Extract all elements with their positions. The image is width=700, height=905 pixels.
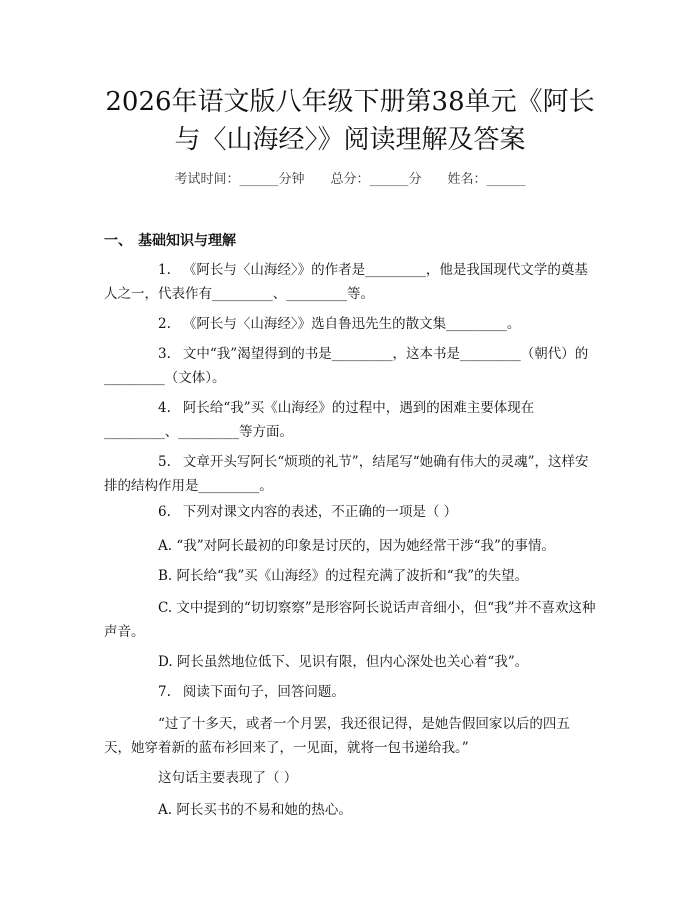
section-heading [104,230,236,250]
document-title-line1: 2026年语文版八年级下册第38单元《阿长 [105,87,595,117]
section-number: 一、 [104,233,132,249]
question-6 [104,500,596,524]
q6-option-b: B. 阿长给“我”买《山海经》的过程充满了波折和“我”的失望。 [158,568,529,584]
question-text: 《阿长与〈山海经〉》的作者是_________，他是我国现代文学的奠基人之一，代表作有_________、_________等。 [104,262,588,302]
q7-quote: “过了十多天，或者一个月罢，我还很记得，是她告假回家以后的四五天，她穿着新的蓝布衫回来了，一见面，就将一包书递给我。” [104,716,570,756]
question-2 [104,312,596,336]
question-number: 2. [158,316,171,332]
question-number: 3. [158,346,171,362]
total-score-field: 总分：______分 [330,172,422,187]
question-7 [104,680,596,704]
question-1 [104,258,596,306]
question-number: 1. [158,262,171,278]
question-text: 下列对课文内容的表述，不正确的一项是（ ） [182,504,458,520]
question-number: 6. [158,504,171,520]
exam-info [0,168,700,187]
question-text: 阿长给“我”买《山海经》的过程中，遇到的困难主要体现在_________、_________等方面。 [104,400,535,440]
question-text: 文中“我”渴望得到的书是_________，这本书是_________（朝代）的_________（文体）。 [104,346,589,386]
question-4 [104,396,596,444]
q6-option-c: C. 文中提到的“切切察察”是形容阿长说话声音细小，但“我”并不喜欢这种声音。 [104,600,596,640]
question-text: 《阿长与〈山海经〉》选自鲁迅先生的散文集_________。 [182,316,521,332]
question-5 [104,450,596,498]
question-number: 5. [158,454,171,470]
name-field: 姓名：______ [447,172,526,187]
question-3 [104,342,596,390]
document-title-line2: 与〈山海经〉》阅读理解及答案 [174,125,526,155]
q6-option-a: A. “我”对阿长最初的印象是讨厌的，因为她经常干涉“我”的事情。 [158,538,555,554]
question-number: 4. [158,400,171,416]
section-title: 基础知识与理解 [138,233,236,249]
question-text: 文章开头写阿长“烦琐的礼节”，结尾写“她确有伟大的灵魂”，这样安排的结构作用是_________。 [104,454,589,494]
question-number: 7. [158,684,171,700]
q7-option-a: A. 阿长买书的不易和她的热心。 [158,802,352,818]
q7-prompt: 这句话主要表现了（ ） [158,770,298,786]
exam-time-field: 考试时间：______分钟 [174,172,305,187]
q6-option-d: D. 阿长虽然地位低下、见识有限，但内心深处也关心着“我”。 [158,654,529,670]
question-text: 阅读下面句子，回答问题。 [182,684,345,700]
